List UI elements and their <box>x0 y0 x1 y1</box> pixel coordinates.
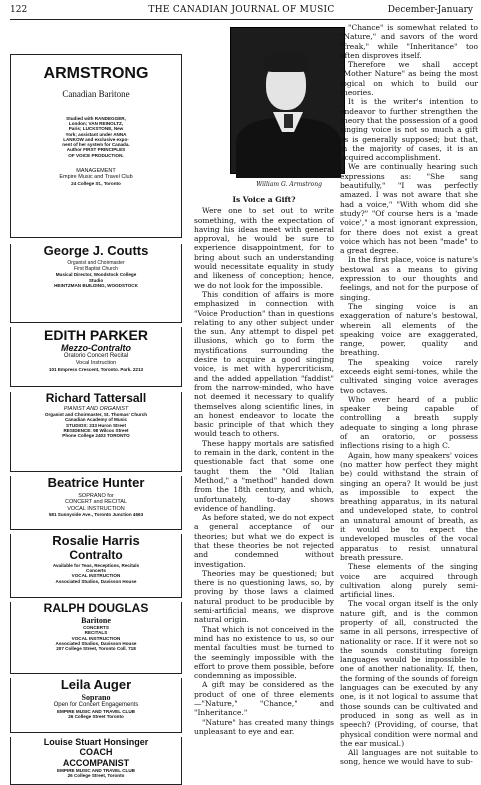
article-paragraph: As before stated, we do not expect a general acceptance of our theories; but what we do expect is that these theories be not rejected and condemned without investigation. <box>194 513 334 569</box>
ad-line: Baritone <box>81 615 111 625</box>
ad-line: Associated Studios, Davisson House <box>55 578 137 584</box>
ad-line: PIANIST AND ORGANIST <box>63 405 129 412</box>
ad-line: VOCAL INSTRUCTION <box>71 573 121 579</box>
article-paragraph: All languages are not suitable to song, hence we would have to sub- <box>340 748 478 767</box>
ad-line: RALPH DOUGLAS <box>43 601 149 615</box>
ad-line: Organist and Choirmaster, St. Thomas' Church <box>44 412 148 418</box>
ad-line: Oratorio Concert Recital <box>63 353 129 360</box>
ad-line: Author FIRST PRINCIPLES <box>66 147 126 153</box>
ad-harris <box>10 534 182 598</box>
article-paragraph: "Nature" has created many things unpleasant to eye and ear. <box>194 717 334 736</box>
ad-line: nent of her system for Canada. <box>62 142 130 148</box>
article-title: Is Voice a Gift? <box>232 195 296 204</box>
ad-line: EMPIRE MUSIC AND TRAVEL CLUB <box>56 768 135 774</box>
article-paragraph: In the first place, voice is nature's bestowal as a means to giving expression to our thoughts and feelings, and not for the purpose of singing. <box>340 255 478 302</box>
article-paragraph: The vocal organ itself is the only nature gift, and is the common property of all, constructed the same in all persons, irrespective of nationality or race. If it were not so the sounds constituting foreign languages would be impossible to one of another nationality. If, then, the forming of the sounds of foreign languages can be executed by any one, is it not logical to assume that those sounds can be cultivated and produced in song as well as in speech? (Providing, of course, that physical condition were normal and the ear musical.) <box>340 599 478 748</box>
ad-line: George J. Coutts <box>43 243 149 258</box>
ad-line: HEINTZMAN BUILDING, WOODSTOCK <box>54 283 138 288</box>
ad-line: CONCERT and RECITAL <box>64 499 128 506</box>
ad-line: York; assistant under ANNA <box>65 131 127 137</box>
article-paragraph: That which is not conceived in the mind has no existence to us, so our mental faculties must be turned to the seemingly impossible with the effort to prove them possible, before condemning as impossible. <box>194 624 334 681</box>
ad-line: Studied with RANDEGGER, <box>66 115 126 121</box>
ad-hunter <box>10 476 182 530</box>
content-area <box>194 23 478 767</box>
ad-line: 26 College Street Toronto <box>68 714 124 720</box>
article-paragraph: Therefore we shall accept "Mother Nature" as being the most logical on which to build our theories. <box>340 60 478 98</box>
ad-line: Studio <box>88 277 104 283</box>
article-paragraph: We are continually hearing such expressions as: "She sang beautifully," "I was perfectly amazed. I was not aware that she had a voice," "With whom did she study?" "Of course hers is a 'made voice'," a most ignorant expression, for there does not exist a great voice which has not been "made" to a great degree. <box>340 162 478 256</box>
article-paragraph: Were one to set out to write something, with the expectation of having his ideas meet with general approval, he would be sure to experience disappointment, for to bring about such an understanding would necessitate equality in study and likeness of conception; hence, we do not look for the impossible. <box>194 206 334 290</box>
ad-honsinger <box>10 737 182 785</box>
ad-line: Empire Music and Travel Club <box>59 174 133 181</box>
ad-line: Open for Concert Engagements <box>53 702 139 709</box>
ad-line: First Baptist Church <box>74 265 118 272</box>
article-column-1 <box>194 195 334 755</box>
ad-line: Concerts <box>86 568 106 574</box>
ad-line: Soprano <box>81 692 111 702</box>
article-paragraph: This condition of affairs is more emphasized in connection with "Voice Production" than in questions relating to any other subject under the sun. Any attempt to dispel pet illusions, which go to form the mystifications surrounding the desire to acquire a good singing voice, is met with hypercriticism, and the added appellation "faddist" from the narrow-minded, who have not deemed it necessary to qualify themselves along scientific lines, in an honest endeavor to locate the basic principle of that which they would teach to others. <box>194 289 334 439</box>
ad-line: LANKOW and exclusive expo- <box>63 136 129 142</box>
article-paragraph: Again, how many speakers' voices (no matter how perfect they might be) could withstand the strain of singing an opera? It would be just as impossible to expect the breathing apparatus, in its natural and undeveloped state, to control an unnatural amount of breath, as it would be to expect the undeveloped muscles of the vocal apparatus to resist unnatural breath pressure. <box>340 450 478 562</box>
article-column-2 <box>340 23 478 767</box>
ad-line: Louise Stuart Honsinger <box>43 737 149 747</box>
ad-auger <box>10 678 182 733</box>
photo-caption: William G. Armstrong <box>256 181 322 188</box>
ad-line: SOPRANO for <box>78 492 114 499</box>
portrait-hair <box>264 52 309 72</box>
article-paragraph: The speaking voice rarely exceeds eight semi-tones, while the cultivated singing voice averages two octaves. <box>340 357 478 395</box>
article-paragraph: These happy mortals are satisfied to remain in the dark, content in the questionable fact that some one taught them the "Old Italian Method," a "method" handed down from the 18th century, and which, unfortunately, to-day shows evidence of handling. <box>194 438 334 513</box>
portrait-photo <box>230 27 345 174</box>
ad-line: ACCOMPANIST <box>62 757 130 768</box>
ad-line: EDITH PARKER <box>44 327 148 343</box>
ad-line: 24 College St., Toronto <box>71 180 121 186</box>
ad-tattersall <box>10 392 182 472</box>
article-paragraph: These elements of the singing voice are acquired through cultivation along purely semi-artificial lines. <box>340 562 478 600</box>
ad-line: STUDIOS: 233 Huron Street <box>66 422 126 428</box>
ad-line: Mezzo-Contralto <box>61 343 131 354</box>
ad-line: London; VAN REINOLTZ, <box>68 121 124 127</box>
article-paragraph: Who ever heard of a public speaker being capable of controlling a breath supply adequate to singing a long phrase of an oratorio, or possess inflections rising to a high C. <box>340 394 478 451</box>
ad-line: RECITALS <box>84 630 108 636</box>
page-header <box>10 5 473 17</box>
ad-line: Musical Director, Woodstock College <box>55 272 137 278</box>
ad-line: Contralto <box>69 547 123 562</box>
page-number: 122 <box>10 5 28 15</box>
ad-line: Canadian Baritone <box>62 89 130 100</box>
article-paragraph: A gift may be considered as the product of one of three elements—"Nature," "Chance," and "Inheritance." <box>194 680 334 718</box>
header-rule <box>10 19 473 20</box>
ad-line: CONCERTS <box>83 624 109 630</box>
ad-line: VOCAL INSTRUCTION <box>71 635 121 641</box>
article-paragraph: It is the writer's intention to endeavor to further strengthen the theory that the possession of a good singing voice is not so much a gift as is generally supposed; but that, in the majority of cases, it is an acquired accomplishment. <box>340 97 478 163</box>
ad-line: Paris; LUCKSTONE, New <box>68 126 124 132</box>
ad-line: Rosalie Harris <box>52 533 140 548</box>
ad-line: COACH <box>79 747 113 758</box>
ad-line: Beatrice Hunter <box>47 475 145 490</box>
article-paragraph: Theories may be questioned; but there is no questioning laws, so, by proving by those laws a claimed natural product to be producible by semi-artificial means, we disprove natural origin. <box>194 568 334 625</box>
portrait-tie <box>284 114 293 128</box>
ad-line: Canadian Academy of Music <box>64 417 128 423</box>
journal-title: THE CANADIAN JOURNAL OF MUSIC <box>148 5 335 15</box>
ad-line: 207 College Street, Toronto Coll. 718 <box>56 646 136 652</box>
article-paragraph: The singing voice is an exaggeration of nature's bestowal, wherein all elements of the speaking voice are exaggerated, range, power, quality and breathing. <box>340 301 478 358</box>
ad-line: Leila Auger <box>60 677 132 692</box>
ad-parker <box>10 327 182 387</box>
ad-line: 101 Empress Crescent, Toronto. Park. 2213 <box>48 366 144 372</box>
ad-line: ARMSTRONG <box>43 65 149 82</box>
ad-line: VOCAL INSTRUCTION <box>67 505 125 512</box>
issue-date: December-January <box>387 5 473 15</box>
ad-line: Richard Tattersall <box>45 391 147 405</box>
ad-line: Phone College 2403 TORONTO <box>62 433 130 439</box>
ad-line: Associated Studios, Davisson House <box>55 640 137 646</box>
advertisement-column <box>10 54 182 779</box>
article-paragraph: "Chance" is somewhat related to "Nature," and savors of the word "freak," while "Inheritance" too often disproves itself. <box>340 23 478 60</box>
ad-armstrong <box>10 54 182 238</box>
ad-line: 26 College Street, Toronto <box>67 773 125 779</box>
ad-line: Available for Teas, Receptions, Recitals <box>52 562 140 568</box>
ad-douglas <box>10 602 182 674</box>
ad-line: 581 Sunnyside Ave., Toronto Junction 4663 <box>48 511 144 517</box>
ad-coutts <box>10 244 182 323</box>
ad-line: Vocal Instruction <box>75 360 117 367</box>
ad-line: OF VOICE PRODUCTION. <box>68 152 124 158</box>
ad-line: EMPIRE MUSIC AND TRAVEL CLUB <box>56 709 135 715</box>
ad-line: RESIDENCE: 98 Wilcox Street <box>63 427 129 433</box>
ad-line: MANAGEMENT <box>76 167 116 174</box>
ad-line: Organist and Choirmaster <box>67 259 125 266</box>
